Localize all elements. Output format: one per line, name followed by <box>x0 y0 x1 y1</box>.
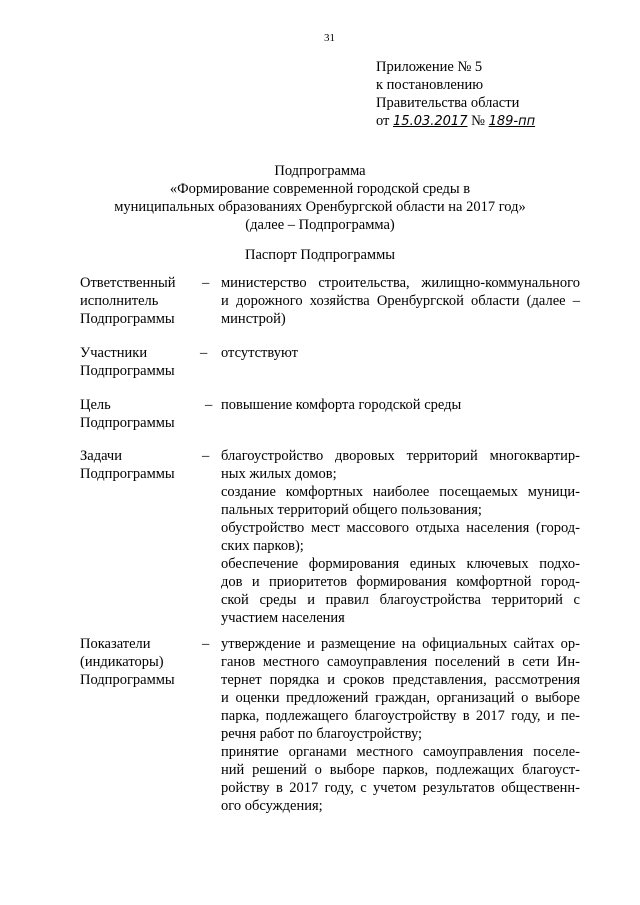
text-line: принятие органами местного самоуправления поселе- <box>221 744 580 760</box>
label-line: Подпрограммы <box>80 672 175 688</box>
text-line: и дорожного хозяйства Оренбургской области (далее – <box>221 293 580 309</box>
row-text <box>221 344 580 362</box>
label-line: Цель <box>80 397 111 413</box>
dash: – <box>202 636 210 652</box>
row-label <box>80 447 200 483</box>
text-line: благоустройство дворовых территорий многоквартир- <box>221 448 580 464</box>
number-sign: № <box>471 113 485 129</box>
handwritten-date: 15.03.2017 <box>393 114 468 129</box>
row-label <box>80 344 200 380</box>
label-line: Ответственный <box>80 275 176 291</box>
text-line: речня работ по благоустройству; <box>221 726 423 742</box>
text-line: и оценки предложений граждан, организаций о выборе <box>221 690 580 706</box>
row-label <box>80 635 200 689</box>
label-line: Задачи <box>80 448 122 464</box>
document-title <box>80 162 560 234</box>
label-line: Подпрограммы <box>80 466 175 482</box>
text-line: создание комфортных наиболее посещаемых муници- <box>221 484 580 500</box>
text-line: обеспечение формирования единых ключевых подхо- <box>221 556 580 572</box>
text-line: парка, подлежащего благоустройству в 2017 году, и пе- <box>221 708 580 724</box>
text-line: ний решений о выборе парков, подлежащих благоуст- <box>221 762 580 778</box>
label-line: (индикаторы) <box>80 654 164 670</box>
row-text <box>221 447 580 627</box>
text-line: министерство строительства, жилищно-коммунального <box>221 275 580 291</box>
text-line: отсутствуют <box>221 345 298 361</box>
text-line: ого обсуждения; <box>221 798 323 814</box>
text-line: пальных территорий общего пользования; <box>221 502 482 518</box>
row-text <box>221 396 580 414</box>
annex-line-3: Правительства области <box>376 95 520 111</box>
row-text <box>221 635 580 815</box>
title-line-2: «Формирование современной городской среды в <box>169 181 471 197</box>
row-text <box>221 274 580 328</box>
text-line: минстрой) <box>221 311 286 327</box>
row-label <box>80 396 200 432</box>
dash: – <box>202 448 210 464</box>
dash: – <box>202 275 210 291</box>
text-line: ской среды и правил благоустройства территорий с <box>221 592 580 608</box>
label-line: Участники <box>80 345 148 361</box>
label-line: Подпрограммы <box>80 415 175 431</box>
dash: – <box>200 345 208 361</box>
label-line: Показатели <box>80 636 151 652</box>
text-line: ных жилых домов; <box>221 466 337 482</box>
annex-date-line <box>376 112 535 131</box>
text-line: дов и приоритетов формирования комфортной город- <box>221 574 580 590</box>
annex-line-2: к постановлению <box>376 77 484 93</box>
annex-line-1: Приложение № 5 <box>376 59 483 75</box>
text-line: утверждение и размещение на официальных сайтах ор- <box>221 636 580 652</box>
label-line: исполнитель <box>80 293 159 309</box>
label-line: Подпрограммы <box>80 363 175 379</box>
text-line: ройству в 2017 году, с учетом результатов общественн- <box>221 780 580 796</box>
label-line: Подпрограммы <box>80 311 175 327</box>
text-line: ганов местного самоуправления поселений в сети Ин- <box>221 654 580 670</box>
title-line-4: (далее – Подпрограмма) <box>245 217 395 233</box>
date-prefix: от <box>376 113 390 129</box>
text-line: обустройство мест массового отдыха населения (город- <box>221 520 580 536</box>
annex-header <box>376 58 535 131</box>
handwritten-number: 189-пп <box>488 114 536 129</box>
passport-heading: Паспорт Подпрограммы <box>244 247 396 263</box>
page-number: 31 <box>324 32 335 44</box>
row-label <box>80 274 200 328</box>
dash: – <box>205 397 213 413</box>
title-line-3: муниципальных образованиях Оренбургской области на 2017 год» <box>114 199 526 215</box>
text-line: участием населения <box>221 610 345 626</box>
text-line: повышение комфорта городской среды <box>221 397 462 413</box>
title-line-1: Подпрограмма <box>274 163 366 179</box>
text-line: ских парков); <box>221 538 304 554</box>
text-line: тернет порядка и сроков представления, рассмотрения <box>221 672 580 688</box>
